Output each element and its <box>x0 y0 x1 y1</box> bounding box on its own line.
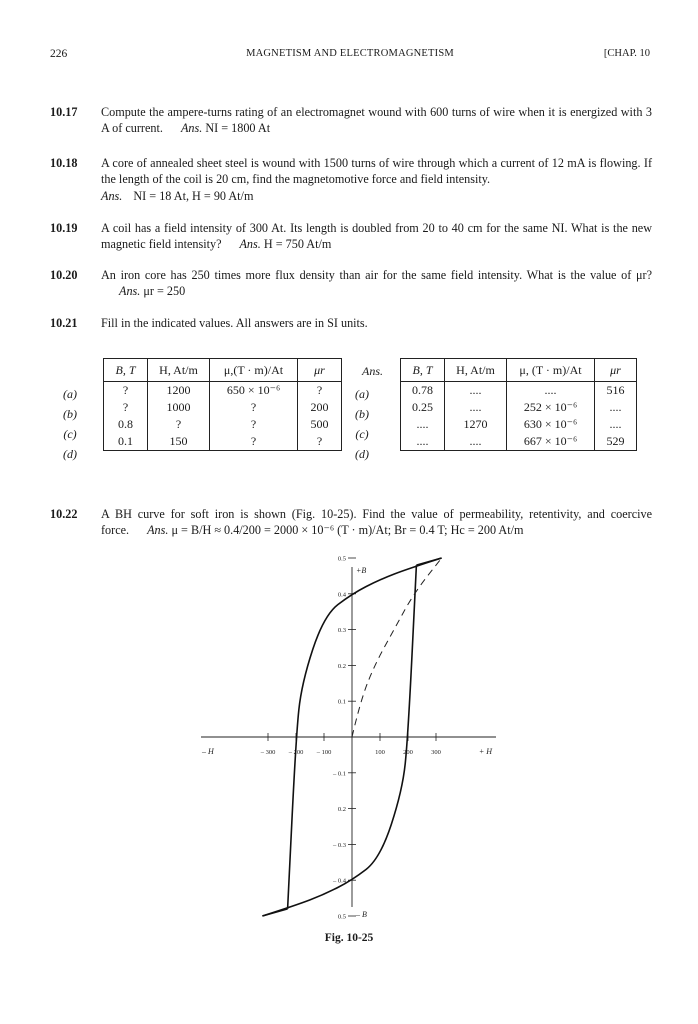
table-cell: 529 <box>595 433 637 451</box>
table-row <box>104 416 342 433</box>
problem-number: 10.18 <box>50 156 78 170</box>
row-label: (b) <box>63 407 77 421</box>
table-cell: .... <box>595 416 637 433</box>
row-label: (a) <box>63 387 77 401</box>
loop-tip-left <box>262 909 287 916</box>
header-mu: μ,(T · m)/At <box>210 359 298 382</box>
table-cell: ? <box>104 399 148 416</box>
table-cell: .... <box>445 433 507 451</box>
row-label: (d) <box>355 447 369 461</box>
row-label: (a) <box>355 387 369 401</box>
table-cell: ? <box>148 416 210 433</box>
answer-label: Ans. <box>119 284 141 299</box>
table-cell: 150 <box>148 433 210 451</box>
table-row <box>401 416 637 433</box>
table-cell: ? <box>298 382 342 400</box>
table-row <box>104 433 342 451</box>
table-cell: .... <box>401 433 445 451</box>
table-cell: .... <box>401 416 445 433</box>
table-cell: 650 × 10⁻⁶ <box>210 382 298 400</box>
problem-number: 10.17 <box>50 105 78 119</box>
problem-number: 10.19 <box>50 221 78 235</box>
problem-text: Fill in the indicated values. All answers are in SI units. <box>101 316 368 330</box>
b-tick-label: 0.3 <box>337 627 346 635</box>
table-cell: ? <box>298 433 342 451</box>
h-tick-label: 100 <box>375 749 385 756</box>
problem-number: 10.20 <box>50 268 78 282</box>
table-cell: ? <box>210 399 298 416</box>
table-cell: 252 × 10⁻⁶ <box>507 399 595 416</box>
chapter-label: [CHAP. 10 <box>603 48 650 59</box>
b-tick-label: 0.2 <box>337 662 346 670</box>
figure-layer <box>201 556 496 921</box>
table-cell: .... <box>595 399 637 416</box>
lower-branch-curve <box>262 565 416 916</box>
table-row <box>104 382 342 400</box>
minus-h-label: – H <box>202 747 214 756</box>
answer-label: Ans. <box>239 237 261 252</box>
answer-table-label: Ans. <box>362 364 383 378</box>
table-cell: ? <box>104 382 148 400</box>
table-cell: 500 <box>298 416 342 433</box>
row-label: (b) <box>355 407 369 421</box>
row-label: (c) <box>355 427 369 441</box>
answer-label: Ans. <box>101 188 123 203</box>
problem-number: 10.21 <box>50 316 78 330</box>
upper-branch-curve <box>288 555 442 909</box>
b-tick-label: – 0.3 <box>333 841 346 849</box>
header-h: H, At/m <box>445 359 507 382</box>
table-cell: 200 <box>298 399 342 416</box>
row-label: (c) <box>63 427 77 441</box>
answer-text: NI = 18 At, H = 90 At/m <box>133 188 254 203</box>
header-mur: μr <box>595 359 637 382</box>
h-tick-label: – 100 <box>316 749 332 756</box>
running-title: MAGNETISM AND ELECTROMAGNETISM <box>246 48 454 59</box>
header-h: H, At/m <box>148 359 210 382</box>
table-cell: 1200 <box>148 382 210 400</box>
plus-h-label: + H <box>478 747 492 756</box>
answer-text: μr = 250 <box>143 284 186 299</box>
table-cell: 1000 <box>148 399 210 416</box>
header-b: B, T <box>401 359 445 382</box>
h-tick-label: 200 <box>403 749 413 756</box>
header-mur: μr <box>298 359 342 382</box>
b-tick-label: 0.1 <box>337 698 346 706</box>
row-label: (d) <box>63 447 77 461</box>
b-tick-label: 0.5 <box>337 555 346 563</box>
answer-text: H = 750 At/m <box>263 237 332 252</box>
table-row <box>401 433 637 451</box>
initial-magnetization-curve <box>352 558 442 737</box>
plus-b-label: +B <box>356 566 367 575</box>
figure-caption: Fig. 10-25 <box>324 932 374 944</box>
page-header <box>50 48 650 68</box>
b-tick-label: 0.2 <box>337 806 346 814</box>
table-cell: .... <box>507 382 595 400</box>
table-cell: 0.25 <box>401 399 445 416</box>
loop-tip-right <box>416 558 441 565</box>
table-cell: 0.78 <box>401 382 445 400</box>
table-cell: .... <box>445 399 507 416</box>
b-tick-label: – 0.1 <box>333 770 346 778</box>
b-tick-label: – 0.4 <box>333 877 346 885</box>
table-cell: ? <box>210 416 298 433</box>
problem-text: An iron core has 250 times more flux density than air for the same field intensity. What is the value of μr? <box>101 268 652 282</box>
table-cell: 0.1 <box>104 433 148 451</box>
table-cell: 1270 <box>445 416 507 433</box>
answer-table <box>400 358 637 451</box>
answer-text: μ = B/H ≈ 0.4/200 = 2000 × 10⁻⁶ (T · m)/At; Br = 0.4 T; Hc = 200 At/m <box>171 523 524 538</box>
h-tick-label: – 200 <box>288 749 304 756</box>
problem-text: Compute the ampere-turns rating of an electromagnet wound with 600 turns of wire when it is energized with 3 A of current. <box>101 105 652 136</box>
b-tick-label: 0.5 <box>337 913 346 921</box>
header-b: B, T <box>104 359 148 382</box>
problem-text: A BH curve for soft iron is shown (Fig. 10-25). Find the value of permeability, retentivity, and coercive force. <box>101 507 652 538</box>
table-row <box>104 399 342 416</box>
problem-text: A coil has a field intensity of 300 At. Its length is doubled from 20 to 40 cm for the same NI. What is the new magnetic field intensity? <box>101 221 652 252</box>
header-mu: μ, (T · m)/At <box>507 359 595 382</box>
table-cell: 667 × 10⁻⁶ <box>507 433 595 451</box>
answer-label: Ans. <box>147 523 169 538</box>
h-tick-label: 300 <box>431 749 441 756</box>
table-cell: 630 × 10⁻⁶ <box>507 416 595 433</box>
table-cell: 516 <box>595 382 637 400</box>
answer-text: NI = 1800 At <box>205 121 271 136</box>
question-table <box>103 358 342 451</box>
bh-curve-figure <box>196 555 506 945</box>
table-cell: ? <box>210 433 298 451</box>
table-cell: 0.8 <box>104 416 148 433</box>
b-tick-label: 0.4 <box>337 591 346 599</box>
page-number: 226 <box>50 48 68 60</box>
problem-text: A core of annealed sheet steel is wound with 1500 turns of wire through which a current of 12 mA is flowing. If the length of the coil is 20 cm, find the magnetomotive force and field intensity. <box>101 156 652 187</box>
h-tick-label: – 300 <box>260 749 276 756</box>
problem-10-21-tables <box>50 358 650 468</box>
table-cell: .... <box>445 382 507 400</box>
minus-b-label: – B <box>356 910 367 919</box>
answer-label: Ans. <box>180 121 203 136</box>
problem-number: 10.22 <box>50 507 78 521</box>
table-row <box>401 382 637 400</box>
table-row <box>401 399 637 416</box>
